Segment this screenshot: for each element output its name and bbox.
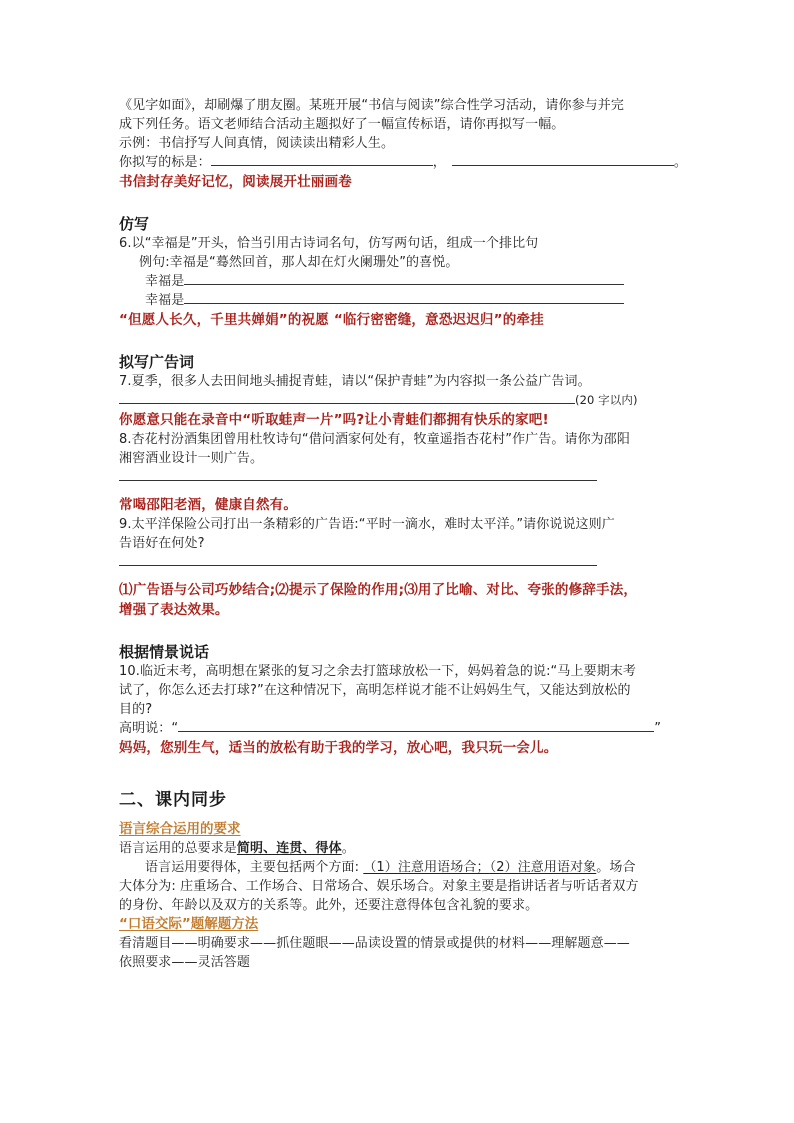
q6-blank-b[interactable] xyxy=(184,291,624,304)
q8-blank-row xyxy=(119,468,675,487)
q6-question: 6.以“幸福是”开头，恰当引用古诗词名句，仿写两句话，组成一个排比句 xyxy=(119,236,539,251)
q9-blank[interactable] xyxy=(119,553,597,566)
q6-line-b-row xyxy=(119,291,675,310)
intro-comma: ， xyxy=(432,155,446,170)
document-content xyxy=(119,96,687,972)
q9-line-2: 告语好在何处? xyxy=(119,536,205,551)
requirements-prefix: 语言运用的总要求是 xyxy=(119,841,237,856)
q9-answer-line-2: 增强了表达效果。 xyxy=(119,602,229,618)
section-title-two: 二、课内同步 xyxy=(119,790,227,810)
method-line-2: 依照要求——灵活答题 xyxy=(119,955,251,970)
q10-speaker-row xyxy=(119,719,675,738)
requirements-suffix: 。 xyxy=(341,841,355,856)
intro-example: 示例：书信抒写人间真情，阅读读出精彩人生。 xyxy=(119,136,395,151)
intro-line-1: 《见字如面》，却刷爆了朋友圈。某班开展“书信与阅读”综合性学习活动，请你参与并完 xyxy=(119,98,624,113)
para-point-1: （1）注意用语场合 xyxy=(363,860,477,875)
intro-line-2: 成下列任务。语文老师结合活动主题拟好了一幅宣传标语，请你再拟写一幅。 xyxy=(119,117,565,132)
para-prefix: 语言运用要得体，主要包括两个方面: xyxy=(145,860,364,875)
q9-line-1: 9.太平洋保险公司打出一条精彩的广告语:“平时一滴水，难时太平洋。”请你说说这则广 xyxy=(119,517,615,532)
intro-prompt: 你拟写的标是： xyxy=(119,155,211,170)
para-line-1 xyxy=(119,858,675,877)
q7-answer: 你愿意只能在录音中“听取蛙声一片”吗?让小青蛙们都拥有快乐的家吧! xyxy=(119,412,549,428)
q7-blank-row xyxy=(119,391,675,410)
q10-line-3: 目的? xyxy=(119,702,153,717)
section-title-imitate: 仿写 xyxy=(119,215,150,233)
para-sep: ； xyxy=(476,860,490,875)
q10-blank[interactable] xyxy=(178,719,654,732)
q10-line-2: 试了，你怎么还去打球?”在这种情况下，高明怎样说才能不让妈妈生气，又能达到放松的 xyxy=(119,683,631,698)
q10-speaker: 高明说：“ xyxy=(119,721,179,736)
para-line-2: 大体分为: 庄重场合、工作场合、日常场合、娱乐场合。对象主要是指讲话者与听话者双方 xyxy=(119,879,639,894)
requirements-key: 简明、连贯、得体 xyxy=(236,841,342,856)
section-title-ad: 拟写广告词 xyxy=(119,353,195,371)
intro-answer: 书信封存美好记忆，阅读展开壮丽画卷 xyxy=(119,174,352,190)
q7-question: 7.夏季，很多人去田间地头捕捉青蛙，请以“保护青蛙”为内容拟一条公益广告词。 xyxy=(119,374,591,389)
section-title-scene: 根据情景说话 xyxy=(119,643,210,661)
intro-period: 。 xyxy=(673,155,687,170)
sub-title-method: “口语交际”题解题方法 xyxy=(119,916,259,932)
q8-blank[interactable] xyxy=(119,468,597,481)
q6-line-a-label: 幸福是 xyxy=(145,274,185,289)
q6-line-b-label: 幸福是 xyxy=(145,293,185,308)
q6-example: 例句:幸福是“蓦然回首，那人却在灯火阑珊处”的喜悦。 xyxy=(139,255,459,270)
method-line-1: 看清题目——明确要求——抓住题眼——品读设置的情景或提供的材料——理解题意—— xyxy=(119,936,630,951)
q7-blank[interactable] xyxy=(119,391,575,404)
q6-blank-a[interactable] xyxy=(184,272,624,285)
q9-answer-line-1: ⑴广告语与公司巧妙结合;⑵提示了保险的作用;⑶用了比喻、对比、夸张的修辞手法， xyxy=(119,582,638,598)
q9-blank-row xyxy=(119,553,675,572)
q6-answer: “但愿人长久，千里共婵娟”的祝愿 “临行密密缝，意恐迟迟归”的牵挂 xyxy=(119,312,544,328)
para-point-2: （2）注意用语对象 xyxy=(489,860,597,875)
para-line-3: 的身份、年龄以及双方的关系等。此外，还要注意得体包含礼貌的要求。 xyxy=(119,898,539,913)
intro-blank-1[interactable] xyxy=(211,153,433,166)
q10-answer: 妈妈，您别生气，适当的放松有助于我的学习，放心吧，我只玩一会儿。 xyxy=(119,740,558,756)
intro-prompt-row xyxy=(119,153,687,172)
q6-line-a-row xyxy=(119,272,675,291)
sub-title-requirements: 语言综合运用的要求 xyxy=(119,821,241,837)
q10-close-quote: ” xyxy=(654,721,662,736)
q7-limit: (20 字以内) xyxy=(575,393,638,407)
para-rest-1: 。场合 xyxy=(596,860,636,875)
q8-line-1: 8.杏花村汾酒集团曾用杜牧诗句“借问酒家何处有，牧童遥指杏花村”作广告。请你为邵阳 xyxy=(119,432,630,447)
requirements-line xyxy=(119,839,675,858)
q8-answer: 常喝邵阳老酒，健康自然有。 xyxy=(119,497,298,513)
intro-blank-2[interactable] xyxy=(452,153,674,166)
q10-line-1: 10.临近末考，高明想在紧张的复习之余去打篮球放松一下，妈妈着急的说:“马上要期末考 xyxy=(119,664,636,679)
q8-line-2: 湘窖酒业设计一则广告。 xyxy=(119,451,264,466)
